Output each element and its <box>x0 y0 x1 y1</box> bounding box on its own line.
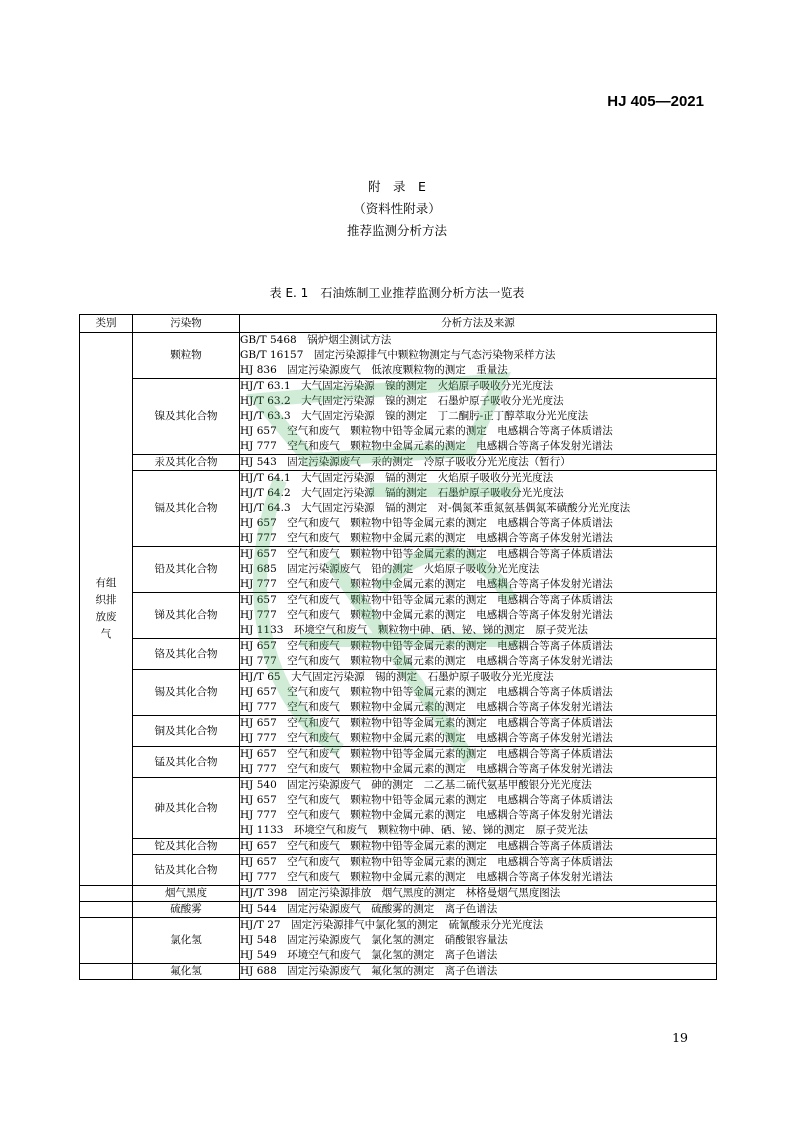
table-row <box>80 333 717 379</box>
methods-cell <box>240 918 717 964</box>
pollutant-cell: 锡及其化合物 <box>133 670 240 716</box>
method-entry: HJ 685 固定污染源废气 铅的测定 火焰原子吸收分光光度法 <box>240 563 540 575</box>
methods-cell <box>240 670 717 716</box>
table-row <box>80 839 717 855</box>
category-cell-empty <box>80 886 133 902</box>
appendix-title: 附 录 E <box>368 179 426 194</box>
methods-cell <box>240 547 717 593</box>
category-cell-empty <box>80 902 133 918</box>
table-row <box>80 918 717 964</box>
table-row <box>80 593 717 639</box>
table-caption: 表 E. 1 石油炼制工业推荐监测分析方法一览表 <box>269 286 525 300</box>
method-entry: HJ 657 空气和废气 颗粒物中铅等金属元素的测定 电感耦合等离子体质谱法 <box>240 686 613 698</box>
method-entry: HJ 657 空气和废气 颗粒物中铅等金属元素的测定 电感耦合等离子体质谱法 <box>240 517 613 529</box>
method-entry: HJ/T 64.1 大气固定污染源 镉的测定 火焰原子吸收分光光度法 <box>240 472 554 484</box>
table-row <box>80 902 717 918</box>
pollutant-cell: 烟气黑度 <box>133 886 240 902</box>
pollutant-cell: 锑及其化合物 <box>133 593 240 639</box>
pollutant-cell: 铅及其化合物 <box>133 547 240 593</box>
table-row <box>80 547 717 593</box>
method-entry: HJ 777 空气和废气 颗粒物中金属元素的测定 电感耦合等离子体发射光谱法 <box>240 732 613 744</box>
method-entry: GB/T 16157 固定污染源排气中颗粒物测定与气态污染物采样方法 <box>240 349 556 361</box>
method-entry: HJ 777 空气和废气 颗粒物中金属元素的测定 电感耦合等离子体发射光谱法 <box>240 578 613 590</box>
pollutant-cell: 汞及其化合物 <box>133 455 240 471</box>
table-row <box>80 855 717 886</box>
header-pollutant: 污染物 <box>133 315 240 333</box>
method-entry: HJ 777 空气和废气 颗粒物中金属元素的测定 电感耦合等离子体发射光谱法 <box>240 871 613 883</box>
methods-cell <box>240 716 717 747</box>
pollutant-cell: 镉及其化合物 <box>133 471 240 547</box>
header-methods: 分析方法及来源 <box>240 315 717 333</box>
method-entry: HJ/T 63.3 大气固定污染源 镍的测定 丁二酮肟-正丁醇萃取分光光度法 <box>240 410 589 422</box>
pollutant-cell: 氯化氢 <box>133 918 240 964</box>
table-row <box>80 778 717 839</box>
method-entry: HJ 543 固定污染源废气 汞的测定 冷原子吸收分光光度法（暂行） <box>240 456 571 468</box>
methods-cell <box>240 333 717 379</box>
method-entry: HJ 1133 环境空气和废气 颗粒物中砷、硒、铋、锑的测定 原子荧光法 <box>240 824 588 836</box>
pollutant-cell: 氟化氢 <box>133 964 240 980</box>
method-entry: HJ 777 空气和废气 颗粒物中金属元素的测定 电感耦合等离子体发射光谱法 <box>240 763 613 775</box>
method-entry: HJ 657 空气和废气 颗粒物中铅等金属元素的测定 电感耦合等离子体质谱法 <box>240 794 613 806</box>
method-entry: HJ 544 固定污染源废气 硫酸雾的测定 离子色谱法 <box>240 903 498 915</box>
method-entry: HJ/T 63.1 大气固定污染源 镍的测定 火焰原子吸收分光光度法 <box>240 380 554 392</box>
pollutant-cell: 镍及其化合物 <box>133 379 240 455</box>
standard-code: HJ 405—2021 <box>607 93 704 110</box>
methods-cell <box>240 593 717 639</box>
methods-cell <box>240 639 717 670</box>
method-entry: HJ/T 65 大气固定污染源 锡的测定 石墨炉原子吸收分光光度法 <box>240 671 554 683</box>
method-entry: HJ 777 空气和废气 颗粒物中金属元素的测定 电感耦合等离子体发射光谱法 <box>240 609 613 621</box>
pollutant-cell: 铬及其化合物 <box>133 639 240 670</box>
methods-cell <box>240 455 717 471</box>
method-entry: HJ/T 64.3 大气固定污染源 镉的测定 对-偶氮苯重氮氨基偶氮苯磺酸分光光度法 <box>240 502 631 514</box>
appendix-name: 推荐监测分析方法 <box>346 223 447 238</box>
pollutant-cell: 铜及其化合物 <box>133 716 240 747</box>
method-entry: HJ 657 空气和废气 颗粒物中铅等金属元素的测定 电感耦合等离子体质谱法 <box>240 425 613 437</box>
table-row <box>80 670 717 716</box>
method-entry: HJ 657 空气和废气 颗粒物中铅等金属元素的测定 电感耦合等离子体质谱法 <box>240 840 613 852</box>
method-entry: HJ/T 398 固定污染源排放 烟气黑度的测定 林格曼烟气黑度图法 <box>240 887 561 899</box>
table-row <box>80 964 717 980</box>
table-row <box>80 639 717 670</box>
category-cell-empty <box>80 918 133 964</box>
method-entry: HJ 657 空气和废气 颗粒物中铅等金属元素的测定 电感耦合等离子体质谱法 <box>240 640 613 652</box>
method-entry: HJ/T 63.2 大气固定污染源 镍的测定 石墨炉原子吸收分光光度法 <box>240 395 564 407</box>
methods-table <box>79 314 717 980</box>
pollutant-cell: 硫酸雾 <box>133 902 240 918</box>
table-header-row <box>80 315 717 333</box>
method-entry: HJ 836 固定污染源废气 低浓度颗粒物的测定 重量法 <box>240 364 508 376</box>
method-entry: HJ 1133 环境空气和废气 颗粒物中砷、硒、铋、锑的测定 原子荧光法 <box>240 624 588 636</box>
method-entry: HJ 777 空气和废气 颗粒物中金属元素的测定 电感耦合等离子体发射光谱法 <box>240 701 613 713</box>
method-entry: HJ/T 64.2 大气固定污染源 镉的测定 石墨炉原子吸收分光光度法 <box>240 487 564 499</box>
table-body <box>80 333 717 980</box>
method-entry: HJ 777 空气和废气 颗粒物中金属元素的测定 电感耦合等离子体发射光谱法 <box>240 440 613 452</box>
methods-cell <box>240 886 717 902</box>
category-cell: 有组 织排 放废 气 <box>80 333 133 886</box>
methods-cell <box>240 747 717 778</box>
category-cell-empty <box>80 964 133 980</box>
method-entry: HJ 657 空气和废气 颗粒物中铅等金属元素的测定 电感耦合等离子体质谱法 <box>240 717 613 729</box>
pollutant-cell: 铊及其化合物 <box>133 839 240 855</box>
page-number: 19 <box>672 1030 688 1045</box>
table-row <box>80 747 717 778</box>
methods-cell <box>240 964 717 980</box>
table-row <box>80 455 717 471</box>
table-row <box>80 716 717 747</box>
header-category: 类别 <box>80 315 133 333</box>
method-entry: HJ 540 固定污染源废气 砷的测定 二乙基二硫代氨基甲酸银分光光度法 <box>240 779 592 791</box>
method-entry: HJ/T 27 固定污染源排气中氯化氢的测定 硫氰酸汞分光光度法 <box>240 919 544 931</box>
pollutant-cell: 砷及其化合物 <box>133 778 240 839</box>
table-row <box>80 886 717 902</box>
method-entry: HJ 777 空气和废气 颗粒物中金属元素的测定 电感耦合等离子体发射光谱法 <box>240 809 613 821</box>
methods-cell <box>240 839 717 855</box>
method-entry: GB/T 5468 锅炉烟尘测试方法 <box>240 334 392 346</box>
methods-cell <box>240 471 717 547</box>
method-entry: HJ 777 空气和废气 颗粒物中金属元素的测定 电感耦合等离子体发射光谱法 <box>240 532 613 544</box>
method-entry: HJ 657 空气和废气 颗粒物中铅等金属元素的测定 电感耦合等离子体质谱法 <box>240 594 613 606</box>
methods-cell <box>240 379 717 455</box>
method-entry: HJ 548 固定污染源废气 氯化氢的测定 硝酸银容量法 <box>240 934 508 946</box>
pollutant-cell: 钴及其化合物 <box>133 855 240 886</box>
methods-cell <box>240 902 717 918</box>
pollutant-cell: 颗粒物 <box>133 333 240 379</box>
appendix-heading <box>0 176 794 242</box>
method-entry: HJ 549 环境空气和废气 氯化氢的测定 离子色谱法 <box>240 949 498 961</box>
table-row <box>80 471 717 547</box>
method-entry: HJ 657 空气和废气 颗粒物中铅等金属元素的测定 电感耦合等离子体质谱法 <box>240 856 613 868</box>
method-entry: HJ 657 空气和废气 颗粒物中铅等金属元素的测定 电感耦合等离子体质谱法 <box>240 548 613 560</box>
methods-cell <box>240 778 717 839</box>
method-entry: HJ 657 空气和废气 颗粒物中铅等金属元素的测定 电感耦合等离子体质谱法 <box>240 748 613 760</box>
method-entry: HJ 688 固定污染源废气 氟化氢的测定 离子色谱法 <box>240 965 498 977</box>
methods-cell <box>240 855 717 886</box>
pollutant-cell: 锰及其化合物 <box>133 747 240 778</box>
appendix-subtitle: （资料性附录） <box>353 201 441 216</box>
method-entry: HJ 777 空气和废气 颗粒物中金属元素的测定 电感耦合等离子体发射光谱法 <box>240 655 613 667</box>
table-row <box>80 379 717 455</box>
